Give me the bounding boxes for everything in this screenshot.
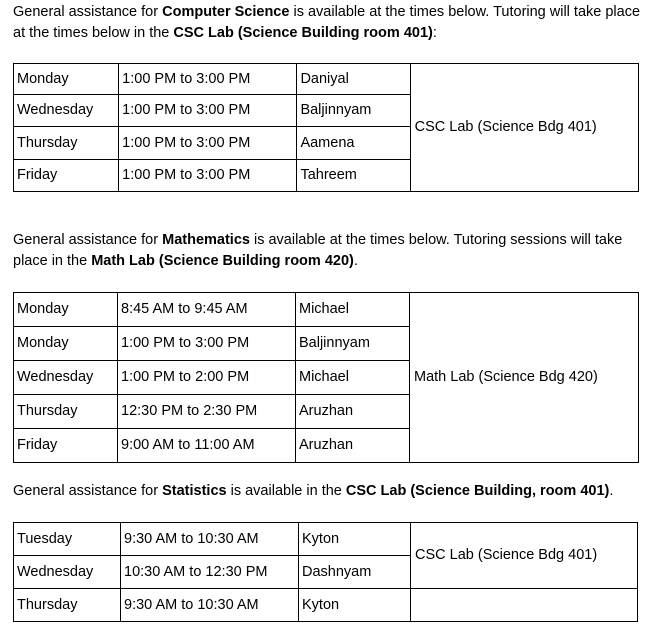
cs-intro	[13, 2, 643, 44]
tutor-cell: Baljinnyam	[297, 95, 410, 127]
cs-lab: CSC Lab (Science Building room 401)	[173, 25, 433, 41]
location-cell: CSC Lab (Science Bdg 401)	[411, 523, 638, 589]
day-cell: Friday	[14, 160, 119, 192]
day-cell: Monday	[14, 293, 118, 327]
empty-cell	[411, 589, 638, 622]
day-cell: Tuesday	[14, 523, 121, 556]
tutor-cell: Michael	[296, 293, 410, 327]
cs-intro-end: :	[432, 25, 437, 41]
tutor-cell: Baljinnyam	[296, 327, 410, 361]
day-cell: Thursday	[14, 589, 121, 622]
day-cell: Monday	[14, 327, 118, 361]
cs-intro-pre: General assistance for	[13, 4, 163, 20]
time-cell: 8:45 AM to 9:45 AM	[118, 293, 296, 327]
tutor-cell: Michael	[296, 361, 410, 395]
stats-subject: Statistics	[162, 483, 227, 499]
stats-intro	[13, 481, 643, 502]
time-cell: 1:00 PM to 3:00 PM	[119, 160, 297, 192]
math-intro-pre: General assistance for	[13, 232, 163, 248]
tutor-cell: Aruzhan	[296, 429, 410, 463]
time-cell: 1:00 PM to 3:00 PM	[118, 327, 296, 361]
stats-lab: CSC Lab (Science Building, room 401)	[345, 483, 610, 499]
tutor-cell: Dashnyam	[299, 556, 411, 589]
time-cell: 1:00 PM to 3:00 PM	[119, 64, 297, 95]
math-schedule-table	[13, 292, 639, 463]
table-row	[14, 293, 639, 327]
math-intro-end: .	[353, 253, 358, 269]
stats-intro-mid: is available in the	[226, 483, 346, 499]
time-cell: 9:30 AM to 10:30 AM	[121, 589, 299, 622]
table-row	[14, 523, 638, 556]
time-cell: 1:00 PM to 3:00 PM	[119, 95, 297, 127]
day-cell: Thursday	[14, 127, 119, 160]
math-lab: Math Lab (Science Building room 420)	[91, 253, 354, 269]
math-subject: Mathematics	[162, 232, 250, 248]
day-cell: Thursday	[14, 395, 118, 429]
day-cell: Wednesday	[14, 95, 119, 127]
day-cell: Monday	[14, 64, 119, 95]
time-cell: 1:00 PM to 3:00 PM	[119, 127, 297, 160]
location-cell: Math Lab (Science Bdg 420)	[410, 293, 639, 463]
cs-subject: Computer Science	[162, 4, 290, 20]
math-intro	[13, 230, 643, 272]
time-cell: 1:00 PM to 2:00 PM	[118, 361, 296, 395]
math-intro-mid: is available at the times below. Tutoring sessions will take place in the	[13, 232, 623, 269]
stats-intro-end: .	[609, 483, 614, 499]
table-row	[14, 64, 639, 95]
day-cell: Wednesday	[14, 556, 121, 589]
time-cell: 10:30 AM to 12:30 PM	[121, 556, 299, 589]
day-cell: Wednesday	[14, 361, 118, 395]
stats-intro-pre: General assistance for	[13, 483, 163, 499]
tutor-cell: Aamena	[297, 127, 410, 160]
cs-intro-mid: is available at the times below. Tutoring will take place at the times below in the	[13, 4, 641, 41]
time-cell: 9:00 AM to 11:00 AM	[118, 429, 296, 463]
tutor-cell: Kyton	[299, 589, 411, 622]
stats-schedule-table	[13, 522, 638, 622]
tutor-cell: Tahreem	[297, 160, 410, 192]
time-cell: 9:30 AM to 10:30 AM	[121, 523, 299, 556]
tutor-cell: Kyton	[299, 523, 411, 556]
tutor-cell: Daniyal	[297, 64, 410, 95]
table-row	[14, 589, 638, 622]
cs-schedule-table	[13, 63, 639, 192]
time-cell: 12:30 PM to 2:30 PM	[118, 395, 296, 429]
tutor-cell: Aruzhan	[296, 395, 410, 429]
location-cell: CSC Lab (Science Bdg 401)	[410, 64, 638, 192]
day-cell: Friday	[14, 429, 118, 463]
